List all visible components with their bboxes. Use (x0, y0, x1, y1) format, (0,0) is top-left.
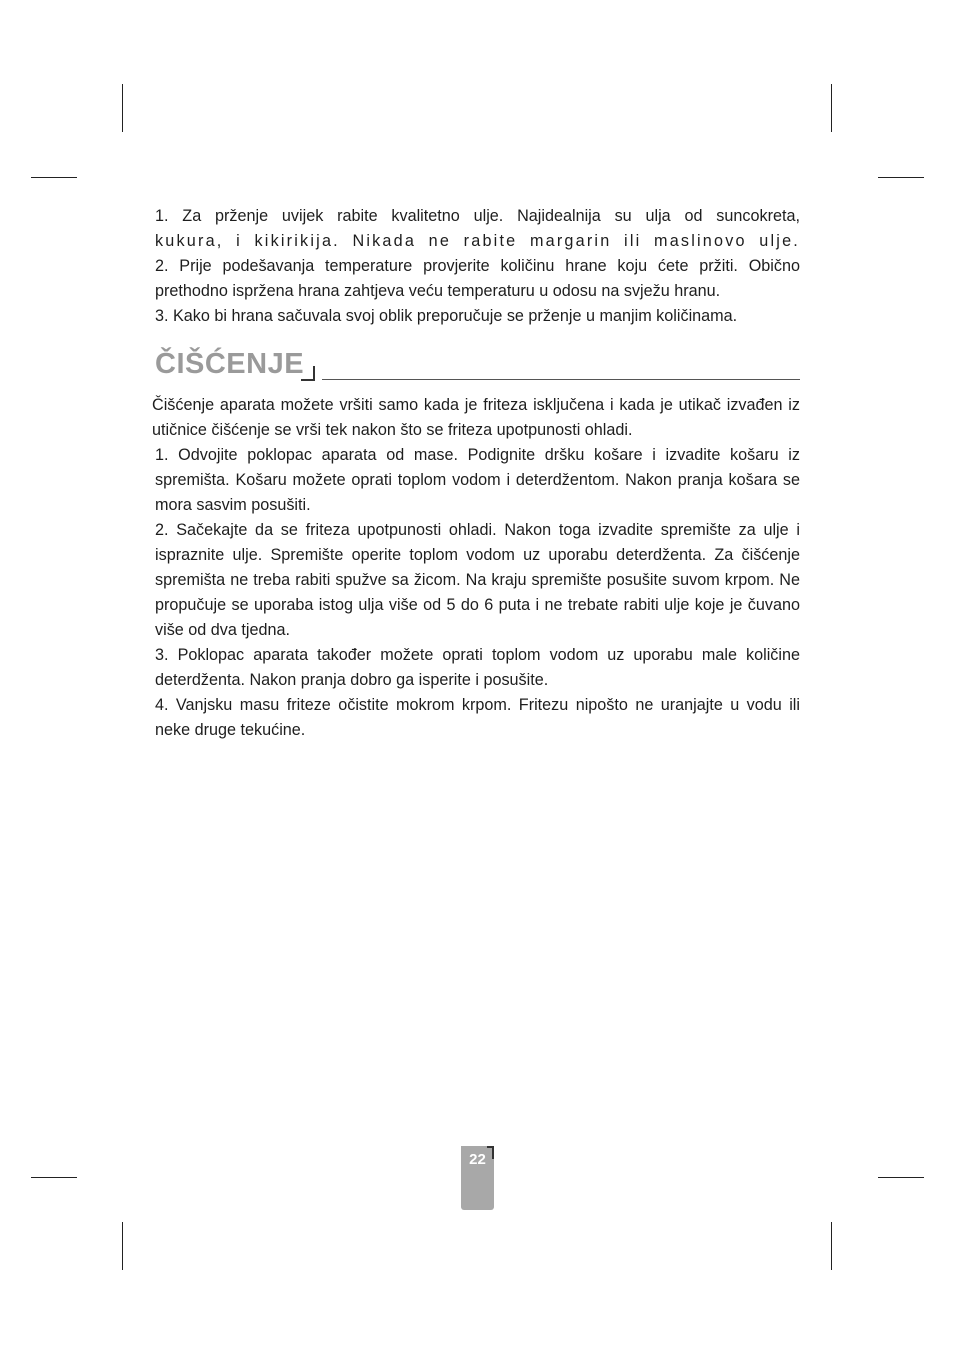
cleaning-instructions (152, 393, 800, 743)
title-rule (322, 379, 800, 380)
crop-mark (831, 84, 832, 132)
tip-1-continued: kukura, i kikirikija. Nikada ne rabite margarin ili maslinovo ulje. (155, 232, 800, 250)
tip-3: 3. Kako bi hrana sačuvala svoj oblik preporučuje se prženje u manjim količinama. (155, 307, 738, 325)
cleaning-step-4: 4. Vanjsku masu friteze očistite mokrom krpom. Fritezu nipošto ne uranjajte u vodu ili neke druge tekućine. (155, 696, 800, 739)
crop-mark (31, 1177, 77, 1178)
page-number: 22 (469, 1151, 486, 1168)
section-title: ČIŠĆENJE (155, 348, 305, 380)
cleaning-step-3: 3. Poklopac aparata također možete oprati toplom vodom uz uporabu male količine deterdženta. Nakon pranja dobro ga isperite i posušite. (155, 646, 800, 689)
cleaning-step-2: 2. Sačekajte da se friteza upotpunosti ohladi. Nakon toga izvadite spremište za ulje i ispraznite ulje. Spremište operite toplom vodom uz uporabu deterdženta. Za čišćenje spremišta ne treba rabiti spužve sa žicom. Na kraju spremište posušite suvom krpom. Ne propučuje se uporaba istog ulja više od 5 do 6 puta i ne trebate rabiti ulje koje je čuvano više od dva tjedna. (155, 521, 800, 639)
crop-mark (878, 177, 924, 178)
crop-mark (122, 1222, 123, 1270)
crop-mark (122, 84, 123, 132)
cleaning-step-1: 1. Odvojite poklopac aparata od mase. Podignite dršku košare i izvadite košaru iz spremišta. Košaru možete oprati toplom vodom i deterdžentom. Nakon pranja košara se mora sasvim posušiti. (155, 446, 800, 514)
crop-mark (31, 177, 77, 178)
page-number-tab (461, 1146, 494, 1210)
crop-mark (831, 1222, 832, 1270)
oil-tips-list (155, 204, 800, 329)
crop-mark (878, 1177, 924, 1178)
title-bracket-ornament (301, 366, 315, 381)
tip-1: 1. Za prženje uvijek rabite kvalitetno ulje. Najidealnija su ulja od suncokreta, (155, 207, 800, 225)
cleaning-intro: Čišćenje aparata možete vršiti samo kada je friteza isključena i kada je utikač izvađen iz utičnice čišćenje se vrši tek nakon što se friteza upotpunosti ohladi. (152, 396, 800, 439)
section-heading (155, 344, 800, 386)
tip-2: 2. Prije podešavanja temperature provjerite količinu hrane koju ćete pržiti. Obično prethodno ispržena hrana zahtjeva veću temperaturu u odosu na svježu hranu. (155, 257, 800, 300)
